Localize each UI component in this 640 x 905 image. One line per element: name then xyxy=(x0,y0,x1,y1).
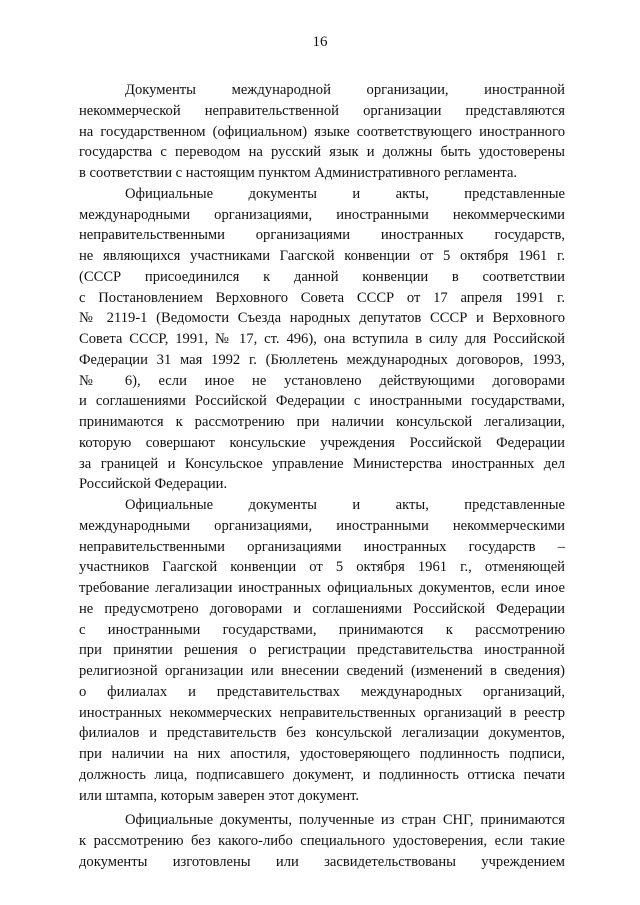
text-line: Совета СССР, 1991, № 17, ст. 496), она вступила в силу для Российской xyxy=(79,331,565,347)
text-line: религиозной организации или внесении сведений (изменений в сведения) xyxy=(79,663,565,679)
text-line: на государственном (официальном) языке соответствующего иностранного xyxy=(79,123,565,140)
text-line: (СССР присоединился к данной конвенции в соответствии xyxy=(79,268,565,285)
text-line: участников Гаагской конвенции от 5 октября 1961 г., отменяющей xyxy=(79,559,565,576)
text-line: № 2119-1 (Ведомости Съезда народных депутатов СССР и Верховного xyxy=(79,310,565,327)
text-line: в соответствии с настоящим пунктом Административного регламента. xyxy=(79,165,518,181)
text-line: которую совершают консульские учреждения Российской Федерации xyxy=(79,434,565,451)
paragraph-3 xyxy=(79,495,565,806)
text-line: неправительственными организациями иностранных государств, xyxy=(79,227,565,244)
text-line: при наличии на них апостиля, удостоверяющего подлинность подписи, xyxy=(79,746,565,762)
text-line: Федерации 31 мая 1992 г. (Бюллетень международных договоров, 1993, xyxy=(79,351,565,368)
text-line: Официальные документы и акты, представленные xyxy=(125,497,565,513)
text-line: международными организациями, иностранными некоммерческими xyxy=(79,206,565,223)
text-line: должность лица, подписавшего документ, и подлинность оттиска печати xyxy=(79,766,565,783)
text-line: и соглашениями Российской Федерации с иностранными государствами, xyxy=(79,393,565,410)
text-line: не являющихся участниками Гаагской конвенции от 5 октября 1961 г. xyxy=(79,248,565,264)
text-line: некоммерческой неправительственной организации представляются xyxy=(79,102,565,119)
text-line: принимаются к рассмотрению при наличии консульской легализации, xyxy=(79,414,565,430)
text-line: неправительственными организациями иностранных государств – xyxy=(79,538,565,555)
text-line: иностранных некоммерческих неправительственных организаций в реестр xyxy=(79,704,565,721)
paragraph-2 xyxy=(79,184,565,495)
document-body xyxy=(79,80,565,873)
text-line: Документы международной организации, иностранной xyxy=(125,82,565,98)
paragraph-1 xyxy=(79,80,565,184)
text-line: требование легализации иностранных официальных документов, если иное xyxy=(79,580,565,596)
text-line: международными организациями, иностранными некоммерческими xyxy=(79,517,565,534)
text-line: государства с переводом на русский язык и должны быть удостоверены xyxy=(79,144,565,161)
text-line: Официальные документы и акты, представленные xyxy=(125,185,565,202)
text-line: или штампа, которым заверен этот документ. xyxy=(79,787,360,804)
text-line: Российской Федерации. xyxy=(79,476,228,493)
text-line: о филиалах и представительствах международных организаций, xyxy=(79,683,565,700)
text-line: не предусмотрено договорами и соглашениями Российской Федерации xyxy=(79,600,565,617)
text-line: филиалов и представительств без консульской легализации документов, xyxy=(79,725,565,742)
text-line: Официальные документы, полученные из стран СНГ, принимаются xyxy=(125,812,565,829)
text-line: с Постановлением Верховного Совета СССР от 17 апреля 1991 г. xyxy=(79,289,565,306)
text-line: при принятии решения о регистрации представительства иностранной xyxy=(79,642,565,659)
text-line: № 6), если иное не установлено действующими договорами xyxy=(79,372,565,389)
text-line: к рассмотрению без какого-либо специального удостоверения, если такие xyxy=(79,833,565,849)
text-line: документы изготовлены или засвидетельствованы учреждением xyxy=(79,853,565,870)
text-line: с иностранными государствами, принимаются к рассмотрению xyxy=(79,621,565,638)
page-number: 16 xyxy=(312,34,328,50)
paragraph-4 xyxy=(79,810,565,872)
text-line: за границей и Консульское управление Министерства иностранных дел xyxy=(79,455,565,472)
